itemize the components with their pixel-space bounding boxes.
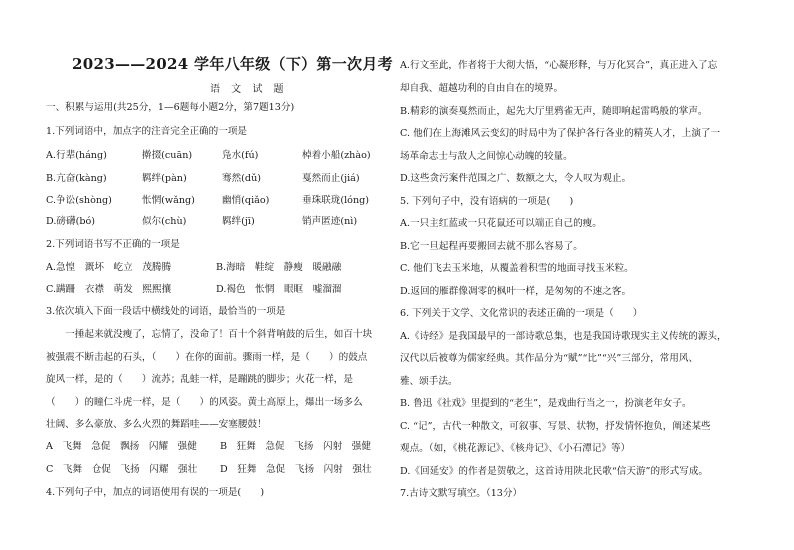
- question-2-stem: 2.下列词语书写不正确的一项是: [46, 239, 180, 250]
- q3-passage-line: 被强震不断击起的石头，（ ）在你的面前。骤雨一样，是（ ）的鼓点: [46, 352, 368, 363]
- question-3-stem: 3.依次填入下面一段话中横线处的词语，最恰当的一项是: [46, 306, 286, 317]
- text-line: 场革命志士与敌人之间惊心动魄的较量。: [400, 151, 573, 162]
- text-line: C. “记”，古代一种散文，可叙事、写景、状物，抒发情怀抱负，阐述某些: [400, 421, 711, 432]
- q1-option: 骞然(dǔ): [222, 173, 261, 184]
- q1-option: 似尔(chù): [142, 216, 187, 227]
- text-line: 观点。（如，《桃花源记》、《核舟记》、《小石潭记》等）: [400, 443, 631, 454]
- q2-option: B.海暗 鞋绽 静瘦 暖融融: [216, 262, 342, 273]
- q1-option: 羁绊(pàn): [142, 173, 187, 184]
- question-7-stem: 7.古诗文默写填空。（13分）: [400, 488, 523, 499]
- q3-passage-line: 旋风一样，是的（ ）流苏；乱蛙一样，是蹦跳的脚步；火花一样，是: [46, 374, 353, 385]
- q1-option: 擀掇(cuān): [142, 150, 193, 161]
- q1-option: 垂珠联珑(lóng): [302, 195, 370, 206]
- exam-title: 2023——2024 学年八年级（下）第一次月考: [72, 55, 393, 73]
- text-line: C. 他们飞去玉米地，从覆盖着积雪的地面寻找玉米粒。: [400, 263, 634, 274]
- q1-option: 凫水(fú): [222, 150, 259, 161]
- q3-option: D 狂舞 急促 飞扬 闪射 强壮: [220, 464, 372, 475]
- q2-option: C.蹒跚 衣襟 萌发 熙熙攘: [46, 284, 172, 295]
- text-line: A.行文至此，作者将于大彻大悟，“心凝形释，与万化冥合”，真正进入了忘: [400, 60, 718, 71]
- text-line: D.返回的雁群像凋零的枫叶一样，是匆匆的不速之客。: [400, 286, 632, 297]
- exam-subtitle: 语 文 试 题: [210, 84, 288, 95]
- text-line: B. 鲁迅《社戏》里提到的“老生”，是戏曲行当之一，扮演老年女子。: [400, 398, 692, 409]
- text-line: A.一只主红蓝或一只花鼠还可以端正自己的瘦。: [400, 218, 602, 229]
- question-6-stem: 6. 下列关于文学、文化常识的表述正确的一项是（ ）: [400, 308, 643, 319]
- q2-option: A.急惶 溉坏 屹立 茂腾腾: [46, 262, 172, 273]
- q3-passage-line: 一捶起来就没瘦了，忘情了，没命了！百十个斜背响鼓的后生，如百十块: [46, 329, 373, 340]
- text-line: D.《回延安》的作者是贺敬之，这首诗用陕北民歌“信天游”的形式写成。: [400, 466, 709, 477]
- q1-option: 怅惘(wǎng): [142, 195, 195, 206]
- question-5-stem: 5. 下列句子中，没有语病的一项是( ): [400, 196, 574, 207]
- text-line: 雅、颂手法。: [400, 376, 458, 387]
- question-1-stem: 1.下列词语中，加点字的注音完全正确的一项是: [46, 126, 248, 137]
- q1-option: D.磅礴(bó): [46, 216, 95, 227]
- question-4-stem: 4.下列句子中，加点的词语使用有误的一项是( ): [46, 487, 265, 498]
- q1-option: 幽悄(qiǎo): [222, 195, 270, 206]
- text-line: B.精彩的演奏戛然而止，起先大厅里鸦雀无声，随即响起雷鸣般的掌声。: [400, 106, 708, 117]
- q1-option: 棹着小船(zhào): [302, 150, 371, 161]
- q1-option: B.亢奋(kàng): [46, 173, 107, 184]
- q3-option: C 飞舞 仓促 飞扬 闪耀 强壮: [46, 464, 198, 475]
- q1-option: 销声匿迹(nì): [302, 216, 358, 227]
- q3-option: B 狂舞 急促 飞扬 闪射 强健: [220, 441, 371, 452]
- q1-option: A.行辈(háng): [46, 150, 107, 161]
- text-line: D.这些贪污案件范围之广、数额之大，令人叹为观止。: [400, 173, 632, 184]
- section-heading: 一、积累与运用(共25分，1—6题每小题2分，第7题13分): [46, 102, 295, 113]
- text-line: 汉代以后被尊为儒家经典。其作品分为“赋”“比”“兴”三部分，常用风、: [400, 353, 699, 364]
- q3-option: A 飞舞 急促 飘扬 闪耀 强健: [46, 441, 197, 452]
- q1-option: 羁绊(jī): [222, 216, 255, 227]
- text-line: C. 他们在上海滩风云变幻的时局中为了保护各行各业的精英人才，上演了一: [400, 128, 721, 139]
- q2-option: D.褐色 怅惘 眼眶 嘘溜溜: [216, 284, 342, 295]
- text-line: B.它一旦起程再要搬回去就不那么容易了。: [400, 241, 583, 252]
- text-line: 却自我、超越功利的自由自在的境界。: [400, 83, 564, 94]
- text-line: A.《诗经》是我国最早的一部诗歌总集，也是我国诗歌现实主义传统的源头，: [400, 331, 727, 342]
- q3-passage-line: （ ）的瞳仁斗虎一样，是（ ）的风姿。黄土高原上，爆出一场多么: [46, 397, 363, 408]
- q1-option: C.争讼(shòng): [46, 195, 112, 206]
- q1-option: 戛然而止(jiá): [302, 173, 360, 184]
- q3-passage-line: 壮阔、多么豪放、多么火烈的舞蹈哇——安塞腰鼓！: [46, 419, 267, 430]
